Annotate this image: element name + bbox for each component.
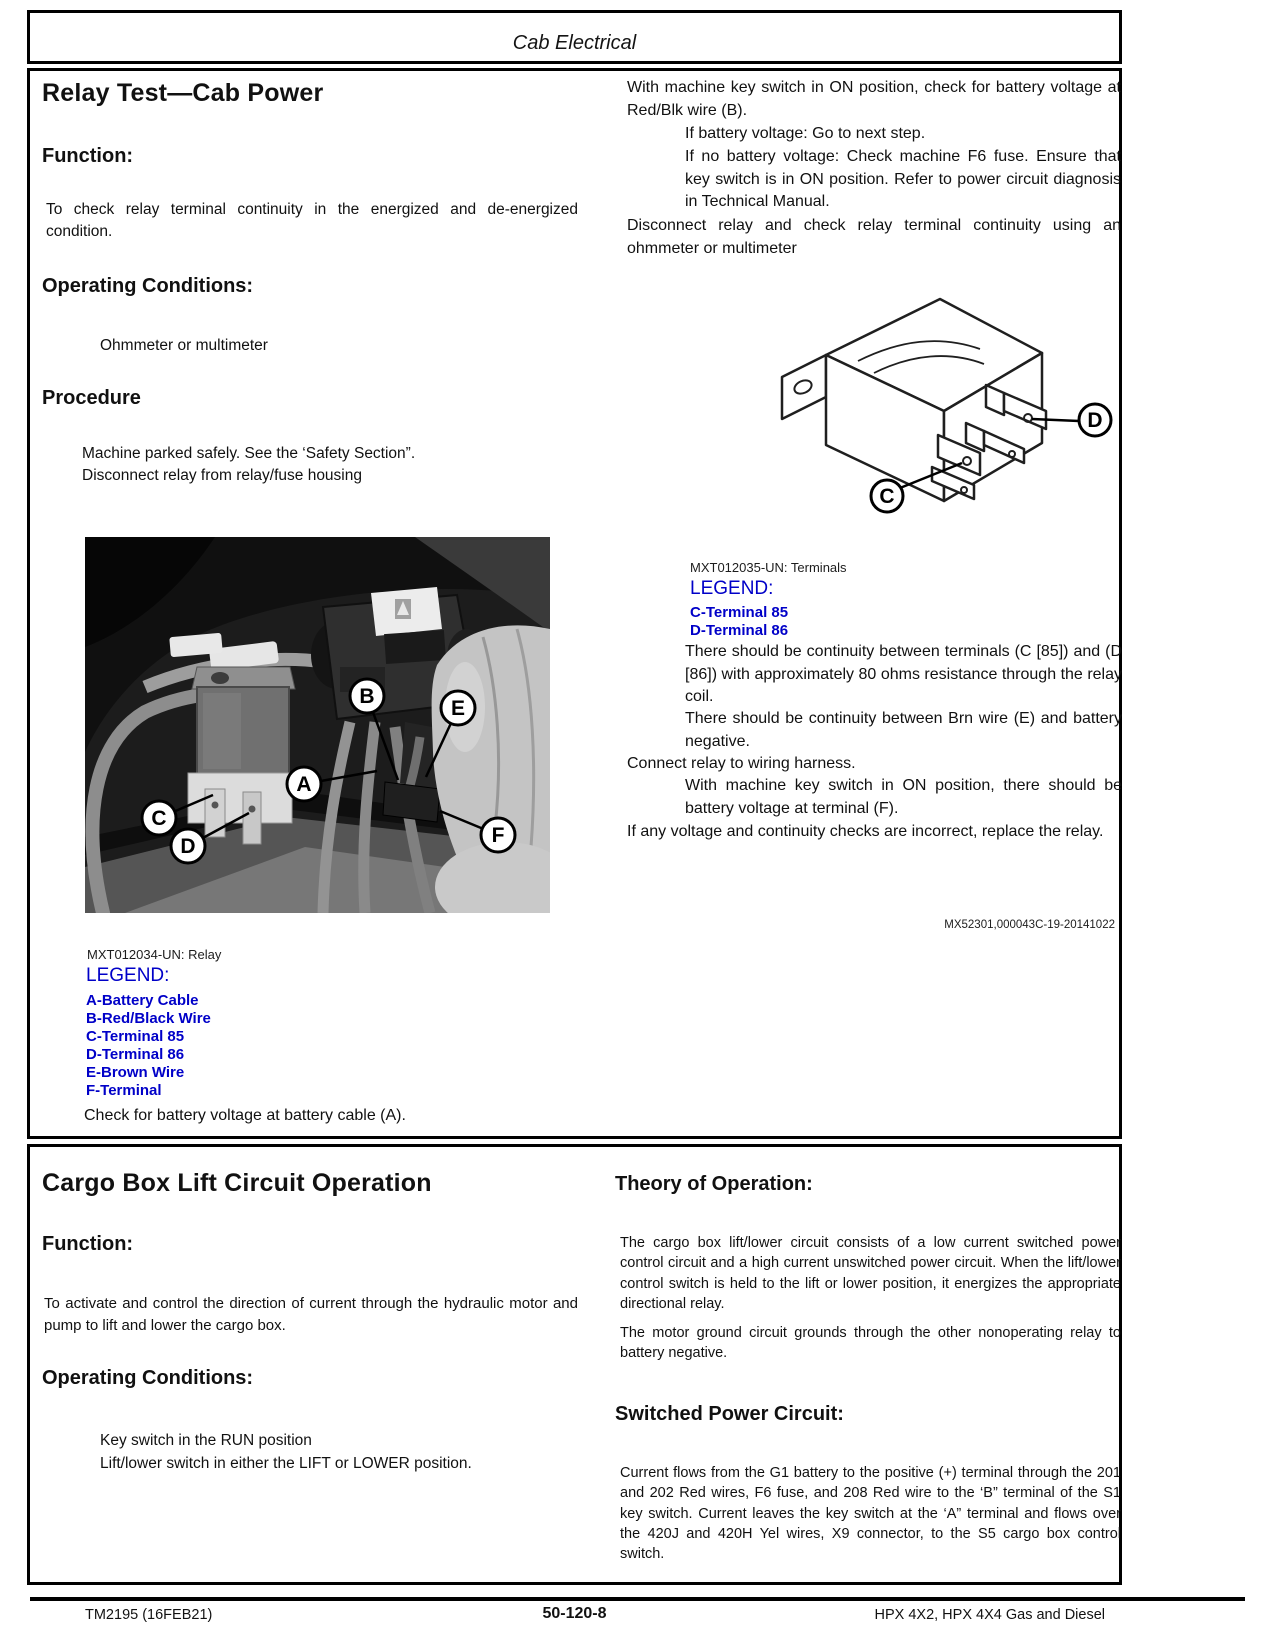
legend-item: D-Terminal 86 [690,622,789,639]
footer-page-number: 50-120-8 [542,1605,607,1622]
function-heading: Function: [42,145,134,167]
svg-text:D: D [180,835,196,858]
svg-text:C: C [879,485,895,508]
photo-callout-c [142,801,176,835]
footer-manual-number: TM2195 (16FEB21) [85,1607,213,1623]
relay-test-title: Relay Test—Cab Power [42,79,324,107]
function-text: To check relay terminal continuity in the energized and de-energized condition. [46,201,578,240]
diagram-callout-c [871,480,903,512]
diagram-legend-list [690,604,788,640]
operating-conditions-heading: Operating Conditions: [42,1367,254,1389]
diagram-callout-d [1079,404,1111,436]
procedure-heading: Procedure [42,387,141,409]
key-switch-paragraph: With machine key switch in ON position, check for battery voltage at Red/Blk wire (B). [627,79,1121,119]
legend-item: C-Terminal 85 [86,1028,185,1045]
svg-text:A: A [296,773,312,796]
procedure-text [82,443,415,488]
operating-condition-line: Key switch in the RUN position [100,1432,312,1449]
step-battery-voltage: If battery voltage: Go to next step. [685,125,926,142]
photo-callout-f [481,818,515,852]
theory-heading: Theory of Operation: [615,1173,813,1195]
legend-item: D-Terminal 86 [86,1046,185,1063]
photo-legend-list [86,992,211,1100]
legend-item: F-Terminal [86,1082,162,1099]
legend-item: E-Brown Wire [86,1064,185,1081]
procedure-line: Disconnect relay from relay/fuse housing [82,467,362,485]
svg-text:C: C [151,807,167,830]
svg-text:B: B [359,685,375,708]
relay-test-section [27,68,1122,1139]
photo-callout-e [441,691,475,725]
function-heading: Function: [42,1233,134,1255]
diagram-caption: MXT012035-UN: Terminals [690,560,847,575]
photo-legend-title: LEGEND: [86,965,170,986]
diagram-legend-title: LEGEND: [690,578,774,599]
page-header-title: Cab Electrical [512,32,637,54]
theory-paragraph-2: The motor ground circuit grounds through the other nonoperating relay to battery negative. [620,1325,1121,1362]
operating-conditions-text [100,1429,472,1476]
replace-relay-paragraph: If any voltage and continuity checks are incorrect, replace the relay. [627,823,1104,840]
continuity-terminals-paragraph: There should be continuity between terminals (C [85]) and (D [86]) with approximately 80 ohms resistance through the relay coil. [685,643,1122,706]
procedure-line: Machine parked safely. See the ‘Safety Section”. [82,445,416,462]
operating-conditions-text: Ohmmeter or multimeter [100,337,268,354]
operating-conditions-heading: Operating Conditions: [42,275,254,297]
theory-paragraph-1: The cargo box lift/lower circuit consists of a low current switched power control circuit and a high current unswitched power circuit. When the lift/lower control switch is held to the lift or lower position, it energizes the appropriate directional relay. [620,1235,1121,1312]
svg-text:F: F [491,824,505,847]
photo-caption: MXT012034-UN: Relay [87,947,222,962]
check-voltage-text: Check for battery voltage at battery cable (A). [84,1107,406,1124]
switched-power-paragraph: Current flows from the G1 battery to the positive (+) terminal through the 201 and 202 Red wires, F6 fuse, and 208 Red wire to the ‘B” terminal of the S1 key switch. Current leaves the key switch at the ‘A” terminal and flows over the 420J and 420H Yel wires, X9 connector, to the S5 cargo box control switch. [620,1465,1121,1563]
function-text: To activate and control the direction of current through the hydraulic motor and pump to lift and lower the cargo box. [44,1295,578,1334]
operating-condition-line: Lift/lower switch in either the LIFT or LOWER position. [100,1455,472,1473]
photo-callout-a [287,767,321,801]
step-no-battery-voltage: If no battery voltage: Check machine F6 fuse. Ensure that key switch is in ON position. Refer to power circuit diagnosis in Technical Manual. [685,148,1121,211]
continuity-brn-wire-paragraph: There should be continuity between Brn wire (E) and battery negative. [685,710,1122,750]
footer-rule [30,1597,1245,1601]
disconnect-relay-paragraph: Disconnect relay and check relay terminal continuity using an ohmmeter or multimeter [627,217,1121,257]
legend-item: B-Red/Black Wire [86,1010,211,1027]
svg-text:D: D [1087,409,1103,432]
photo-callout-d [171,829,205,863]
connect-relay-paragraph: Connect relay to wiring harness. [627,755,856,772]
photo-callout-b [350,679,384,713]
relay-terminals-diagram [762,285,1114,535]
legend-item: A-Battery Cable [86,992,199,1009]
footer-model-name: HPX 4X2, HPX 4X4 Gas and Diesel [874,1607,1105,1623]
switched-power-heading: Switched Power Circuit: [615,1403,844,1425]
legend-item: C-Terminal 85 [690,604,789,621]
svg-text:E: E [450,697,466,720]
page-header [27,10,1122,64]
cargo-box-section [27,1144,1122,1585]
battery-voltage-terminal-paragraph: With machine key switch in ON position, there should be battery voltage at terminal (F). [685,777,1122,817]
document-id: MX52301,000043C-19-20141022 [944,919,1115,931]
cargo-box-title: Cargo Box Lift Circuit Operation [42,1169,432,1197]
relay-photo [85,537,550,913]
